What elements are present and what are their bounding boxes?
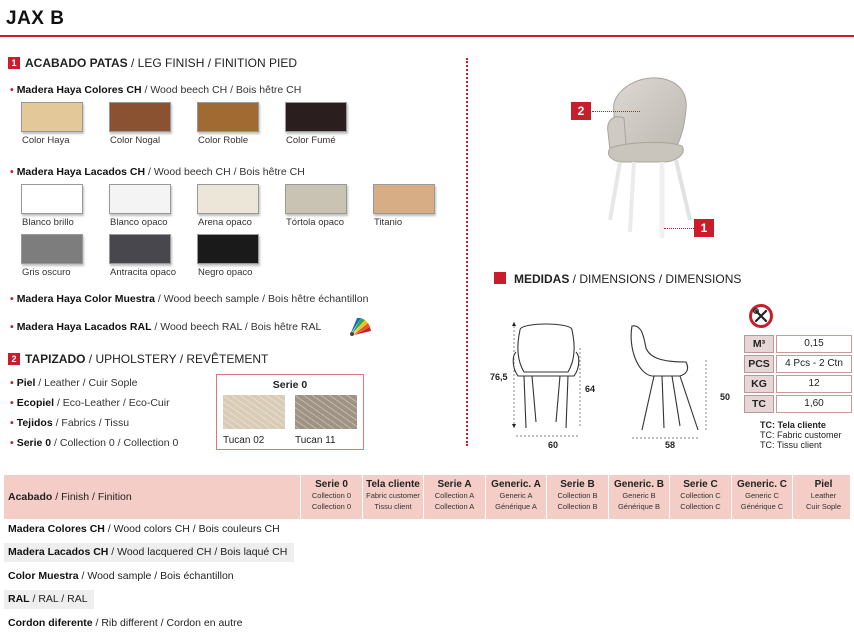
colores-swatch	[285, 102, 347, 132]
upholstery-item-serie0: • Serie 0 / Collection 0 / Collection 0	[10, 437, 179, 449]
lacados-swatch-label: Gris oscuro	[22, 267, 71, 278]
colores-swatch	[21, 102, 83, 132]
table-row: Madera Lacados CH / Wood lacquered CH / Bois laqué CH	[4, 543, 294, 562]
colores-swatch	[109, 102, 171, 132]
tools-icon	[749, 304, 773, 328]
medidas-marker	[494, 272, 506, 284]
dim-seat: 50	[720, 392, 731, 402]
lacados-swatch-label: Arena opaco	[198, 217, 252, 228]
leg-group-colores: • Madera Haya Colores CH / Wood beech CH / Bois hêtre CH	[10, 84, 302, 96]
collection-column-header: Generic. C Generic C Générique C	[731, 475, 793, 519]
colores-swatch-label: Color Haya	[22, 135, 70, 146]
dim-height-arm: 64	[585, 384, 596, 394]
collection-column-header: Serie A Collection A Collection A	[423, 475, 485, 519]
table-row: Color Muestra / Wood sample / Bois échantillon	[8, 570, 234, 582]
title-rule	[0, 35, 854, 37]
collection-column-header: Serie B Collection B Collection B	[546, 475, 608, 519]
chair-product-image	[596, 70, 706, 250]
dim-width: 60	[548, 440, 559, 450]
fabric-swatch-tucan-11	[295, 395, 357, 429]
finish-table-header	[4, 475, 850, 519]
callout-legs: 1	[694, 219, 714, 237]
lacados-swatch-label: Blanco opaco	[110, 217, 168, 228]
medidas-heading: MEDIDAS / DIMENSIONS / DIMENSIONS	[514, 272, 742, 286]
collection-column-header: Tela cliente Fabric customer Tissu client	[362, 475, 424, 519]
column-divider	[466, 58, 468, 446]
section-2-heading	[8, 352, 268, 366]
lacados-swatch-label: Titanio	[374, 217, 403, 228]
table-row: Cordon diferente / Rib different / Cordon en autre	[8, 617, 243, 629]
section-1-title-bold: ACABADO PATAS	[25, 56, 128, 70]
fabric-label-tucan-02: Tucan 02	[223, 435, 265, 446]
leg-group-muestra: • Madera Haya Color Muestra / Wood beech sample / Bois hêtre échantillon	[10, 293, 369, 305]
collection-column-header: Generic. B Generic B Générique B	[608, 475, 670, 519]
colores-swatch-label: Color Roble	[198, 135, 249, 146]
upholstery-item-piel: • Piel / Leather / Cuir Sople	[10, 377, 138, 389]
table-row: Madera Colores CH / Wood colors CH / Bois couleurs CH	[8, 523, 280, 535]
lacados-swatch	[197, 184, 259, 214]
collection-column-header: Serie C Collection C Collection C	[669, 475, 731, 519]
dimension-drawings	[486, 318, 736, 456]
fabric-serie-box	[216, 374, 364, 450]
lacados-swatch	[21, 234, 83, 264]
colores-swatch-label: Color Fumé	[286, 135, 336, 146]
section-2-number: 2	[8, 353, 20, 365]
section-2-title-rest: / UPHOLSTERY / REVÊTEMENT	[85, 352, 269, 366]
lacados-swatch-label: Blanco brillo	[22, 217, 74, 228]
fabric-serie-title: Serie 0	[272, 379, 308, 391]
finish-column-header: Acabado / Finish / Finition	[8, 491, 132, 503]
collection-column-header: Piel Leather Cuir Sople	[792, 475, 854, 519]
lacados-swatch	[109, 234, 171, 264]
dim-depth: 58	[665, 440, 676, 450]
lacados-swatch	[285, 184, 347, 214]
lacados-swatch	[21, 184, 83, 214]
upholstery-item-tejidos: • Tejidos / Fabrics / Tissu	[10, 417, 130, 429]
lacados-swatch	[373, 184, 435, 214]
upholstery-item-ecopiel: • Ecopiel / Eco-Leather / Eco-Cuir	[10, 397, 170, 409]
lacados-swatch	[197, 234, 259, 264]
lacados-swatch-label: Negro opaco	[198, 267, 253, 278]
fabric-swatch-tucan-02	[223, 395, 285, 429]
colores-swatch	[197, 102, 259, 132]
table-row: RAL / RAL / RAL	[4, 590, 94, 609]
ral-color-fan-icon	[347, 315, 373, 337]
callout-upholstery-leader	[592, 111, 640, 112]
leg-group-lacados: • Madera Haya Lacados CH / Wood beech CH / Bois hêtre CH	[10, 166, 305, 178]
collection-column-header: Generic. A Generic A Générique A	[485, 475, 547, 519]
fabric-label-tucan-11: Tucan 11	[295, 435, 336, 446]
lacados-swatch-label: Tórtola opaco	[286, 217, 345, 228]
section-1-heading	[8, 56, 297, 70]
leg-group-ral: • Madera Haya Lacados RAL / Wood beech RAL / Bois hêtre RAL	[10, 321, 322, 333]
lacados-swatch-label: Antracita opaco	[110, 267, 177, 278]
section-2-title-bold: TAPIZADO	[25, 352, 86, 366]
callout-upholstery: 2	[571, 102, 591, 120]
tc-notes: TC: Tela cliente TC: Fabric customer TC: Tissu client	[760, 420, 842, 450]
section-1-number: 1	[8, 57, 20, 69]
colores-swatch-label: Color Nogal	[110, 135, 161, 146]
collection-column-header: Serie 0 Collection 0 Collection 0	[300, 475, 362, 519]
section-1-title-rest: / LEG FINISH / FINITION PIED	[127, 56, 298, 70]
lacados-swatch	[109, 184, 171, 214]
dim-height-total: 76,5	[490, 372, 508, 382]
callout-legs-leader	[664, 228, 694, 229]
page-title: JAX B	[6, 8, 65, 29]
